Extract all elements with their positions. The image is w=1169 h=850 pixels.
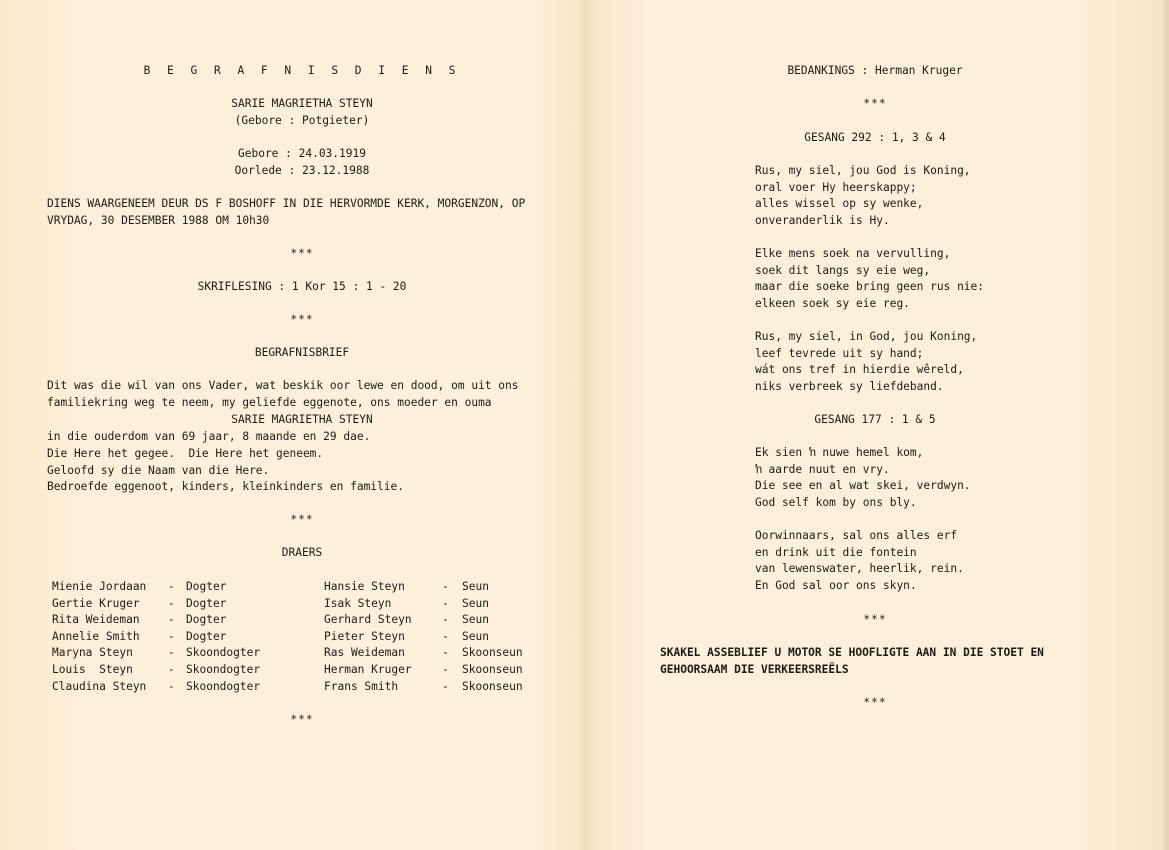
verse-line: En God sal oor ons skyn. [755, 578, 917, 592]
verse-line: leef tevrede uit sy hand; [755, 346, 924, 360]
bearer-name: Hansie Steyn [324, 580, 405, 593]
bearer-relation: Skoondogter [186, 679, 261, 693]
bearer-relation: Skoonseun [462, 662, 523, 676]
birth-date: Gebore : 24.03.1919 [238, 147, 366, 160]
bearer-name: Ras Weideman [324, 646, 405, 660]
letter-line: Geloofd sy die Naam van die Here. [47, 464, 270, 477]
bearer-relation: Seun [462, 596, 489, 610]
bearer-name: Herman Kruger [324, 662, 412, 676]
bearer-name: Claudina Steyn [52, 679, 147, 693]
hymn-verse [755, 246, 984, 312]
dash: - [168, 679, 175, 693]
verse-line: Oorwinnaars, sal ons alles erf [755, 529, 958, 542]
verse-line: niks verbreek sy liefdeband. [755, 379, 944, 393]
dash: - [168, 613, 175, 627]
dash: - [168, 662, 175, 676]
verse-line: God self kom by ons bly. [755, 495, 917, 509]
verse-line: maar die soeke bring geen rus nie: [755, 280, 985, 294]
verse-line: alles wissel op sy wenke, [755, 197, 924, 211]
bearer-relation: Skoonseun [462, 646, 523, 660]
verse-line: en drink uit die fontein [755, 545, 917, 559]
bearer-name: Gerhard Steyn [324, 613, 412, 627]
bearer-name: Annelie Smith [52, 629, 140, 643]
separator: *** [290, 513, 314, 526]
verse-line: Rus, my siel, in God, jou Koning, [755, 330, 978, 343]
bearers-table [47, 579, 523, 695]
verse-line: Elke mens soek na vervulling, [755, 247, 951, 260]
bearer-relation: Seun [462, 580, 489, 593]
bearer-name: Louis Steyn [52, 662, 133, 676]
verse-line: oral voer Hy heerskappy; [755, 180, 917, 194]
separator: *** [290, 713, 314, 726]
table-row [47, 612, 523, 629]
dash: - [442, 679, 449, 693]
maiden-name: (Gebore : Potgieter) [234, 114, 370, 127]
bearer-name: Gertie Kruger [52, 596, 140, 610]
verse-line: soek dit langs sy eie weg, [755, 263, 931, 277]
verse-line: wát ons tref in hierdie wêreld, [755, 363, 964, 377]
separator: *** [290, 313, 314, 326]
dash: - [442, 596, 449, 610]
bearer-relation: Seun [462, 613, 489, 627]
verse-line: van lewenswater, heerlik, rein. [755, 562, 964, 576]
dash: - [168, 646, 175, 660]
scripture-reading: SKRIFLESING : 1 Kor 15 : 1 - 20 [197, 280, 407, 293]
separator: *** [290, 247, 314, 260]
table-row [47, 596, 523, 613]
dash: - [168, 629, 175, 643]
letter-name: SARIE MAGRIETHA STEYN [231, 413, 373, 426]
letter-heading: BEGRAFNISBRIEF [254, 346, 350, 359]
dash: - [442, 613, 449, 627]
hymn-verse [755, 163, 971, 229]
bearer-relation: Dogter [186, 596, 227, 610]
verse-line: Ek sien ŉ nuwe hemel kom, [755, 446, 924, 459]
bearer-relation: Seun [462, 629, 489, 643]
bearer-name: Isak Steyn [324, 596, 392, 610]
dash: - [442, 580, 449, 593]
service-details-line: VRYDAG, 30 DESEMBER 1988 OM 10h30 [47, 214, 270, 227]
verse-line: elkeen soek sy eie reg. [755, 296, 910, 310]
hymn-verse [755, 445, 971, 511]
notice-line: SKAKEL ASSEBLIEF U MOTOR SE HOOFLIGTE AAN IN DIE STOET EN [660, 646, 1044, 659]
bearer-relation: Dogter [186, 580, 227, 593]
death-date: Oorlede : 23.12.1988 [234, 164, 370, 177]
bearer-relation: Skoondogter [186, 646, 261, 660]
dash: - [442, 662, 449, 676]
letter-line: Dit was die wil van ons Vader, wat beskik oor lewe en dood, om uit ons [47, 379, 519, 392]
verse-line: Rus, my siel, jou God is Koning, [755, 164, 971, 177]
dash: - [442, 646, 449, 660]
table-row [47, 645, 523, 662]
table-row [47, 662, 523, 679]
dash: - [168, 580, 175, 593]
verse-line: Die see en al wat skei, verdwyn. [755, 479, 971, 493]
hymn-title: GESANG 177 : 1 & 5 [814, 413, 936, 426]
separator: *** [863, 613, 887, 626]
bearer-relation: Dogter [186, 629, 227, 643]
bearer-relation: Skoondogter [186, 662, 261, 676]
table-row [47, 629, 523, 646]
bearer-name: Rita Weideman [52, 613, 140, 627]
bearer-name: Mienie Jordaan [52, 580, 147, 593]
hymn-title: GESANG 292 : 1, 3 & 4 [804, 131, 946, 144]
letter-line: familiekring weg te neem, my geliefde eggenote, ons moeder en ouma [47, 396, 492, 409]
bearer-relation: Dogter [186, 613, 227, 627]
paper-edge [1163, 0, 1169, 850]
bearer-relation: Skoonseun [462, 679, 523, 693]
service-title: B E G R A F N I S D I E N S [143, 64, 461, 77]
table-row [47, 679, 523, 696]
bearers-heading: DRAERS [281, 546, 323, 559]
verse-line: onveranderlik is Hy. [755, 213, 890, 227]
separator: *** [863, 696, 887, 709]
notice-line: GEHOORSAAM DIE VERKEERSREËLS [660, 663, 849, 676]
letter-line: in die ouderdom van 69 jaar, 8 maande en 29 dae. [47, 430, 371, 443]
table-row [47, 579, 523, 596]
bearer-name: Pieter Steyn [324, 629, 405, 643]
letter-line: Bedroefde eggenoot, kinders, kleinkinders en familie. [47, 480, 404, 493]
deceased-name: SARIE MAGRIETHA STEYN [231, 97, 373, 110]
hymn-verse [755, 528, 964, 594]
verse-line: ŉ aarde nuut en vry. [755, 462, 890, 476]
dash: - [168, 596, 175, 610]
letter-line: Die Here het gegee. Die Here het geneem. [47, 447, 324, 460]
bearer-name: Maryna Steyn [52, 646, 133, 660]
bearer-name: Frans Smith [324, 679, 399, 693]
dash: - [442, 629, 449, 643]
thanks-line: BEDANKINGS : Herman Kruger [787, 64, 963, 77]
hymn-verse [755, 329, 977, 395]
separator: *** [863, 97, 887, 110]
service-details-line: DIENS WAARGENEEM DEUR DS F BOSHOFF IN DIE HERVORMDE KERK, MORGENZON, OP [47, 197, 526, 210]
